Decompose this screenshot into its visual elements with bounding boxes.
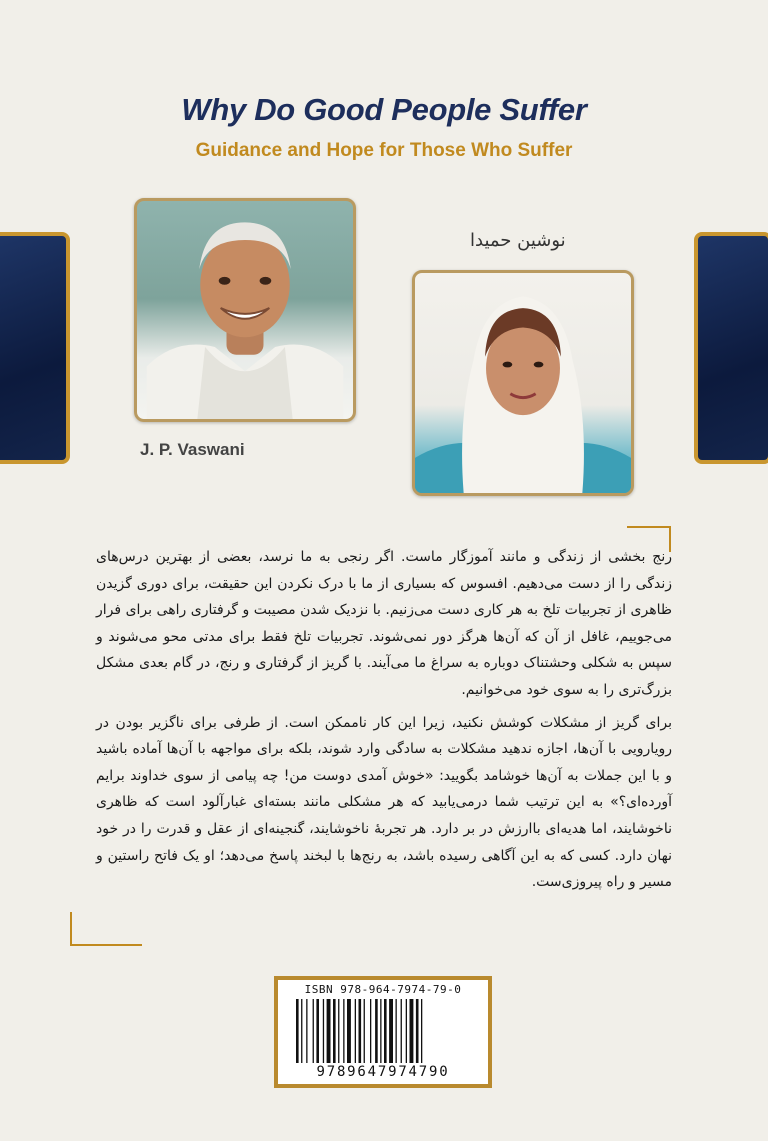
author-name: J. P. Vaswani [140,440,245,459]
barcode-bar [416,999,419,1063]
barcode-bar [396,999,397,1063]
barcode-bar [347,999,351,1063]
barcode-bar [375,999,378,1063]
book-subtitle: Guidance and Hope for Those Who Suffer [195,140,573,161]
barcode-bar [406,999,407,1063]
paragraph: رنج بخشی از زندگی و مانند آموزگار ماست. اگر رنجی به ما نرسد، بعضی از بهترین درس‌های زندگی را از دست می‌دهیم. افسوس که بسیاری از ما با درک نکردن این حقیقت، برای دوری گزیدن ظاهری از تجربیات تلخ به هر کاری دست می‌زنیم. با نزدیک شدن مصیبت و گرفتاری راهی برای فرار می‌جوییم، غافل از آن که آن‌ها هرگز دور نمی‌شوند. تجربیات تلخ فقط برای مدتی محو می‌شوند و سپس به شکلی وحشتناک دوباره به سراغ ما می‌آیند. با گریز از گرفتاری و رنج، در گام بعدی مشکل بزرگ‌تری را به سوی خود می‌خوانیم. [96,549,672,698]
barcode-icon [296,999,472,1063]
barcode-bar [316,999,319,1063]
barcode-bar [333,999,336,1063]
portrait-woman-headscarf-icon [415,273,631,493]
barcode-bar [380,999,381,1063]
barcode-bar [401,999,402,1063]
barcode-bar [296,999,299,1063]
barcode-bar [327,999,331,1063]
translator-photo [412,270,634,496]
barcode-bar [389,999,393,1063]
barcode-bar [421,999,422,1063]
decorative-corner-bottom-left [70,912,142,946]
barcode-bar [410,999,414,1063]
translator-name: نوشین حمیدا [470,230,566,251]
barcode-bar [359,999,362,1063]
barcode-bar [323,999,324,1063]
barcode-bar [338,999,339,1063]
author-photo [134,198,356,422]
barcode-bar [384,999,387,1063]
barcode-digits: 9789647974790 [316,1064,450,1080]
barcode-bar [306,999,307,1063]
book-title: Why Do Good People Suffer [181,92,587,127]
isbn-barcode [274,976,492,1088]
left-navy-panel [0,232,70,464]
description-text [96,544,672,902]
barcode-bar [313,999,314,1063]
right-navy-panel [694,232,768,464]
barcode-bar [364,999,365,1063]
isbn-label: ISBN 978-964-7974-79-0 [304,983,462,996]
portrait-elderly-man-icon [137,201,353,419]
barcode-bar [370,999,371,1063]
barcode-bar [301,999,302,1063]
barcode-bar [355,999,356,1063]
paragraph: برای گریز از مشکلات کوشش نکنید، زیرا این کار ناممکن است. از طرفی برای ناگزیر بودن در رویارویی با آن‌ها، اجازه ندهید مشکلات به سادگی وارد شوند، بلکه برای مواجهه با آن‌ها آماده باشید و با این جملات به آن‌ها خوشامد بگویید: «خوش آمدی دوست من! چه پیامی از سوی خداوند برایم آورده‌ای؟» به این ترتیب شما درمی‌یابید که هر مشکلی مانند بسته‌ای غبارآلود است که ظاهری ناخوشایند، اما هدیه‌ای باارزش در بر دارد. هر تجربهٔ ناخوشایند، گنجینه‌ای از عقل و قدرت را در خود نهان دارد. کسی که به این آگاهی رسیده باشد، به رنج‌ها با لبخند پاسخ می‌دهد؛ او یک فاتح راستین و مسیر و راه پیروزی‌ست. [96,714,672,891]
barcode-bar [343,999,344,1063]
